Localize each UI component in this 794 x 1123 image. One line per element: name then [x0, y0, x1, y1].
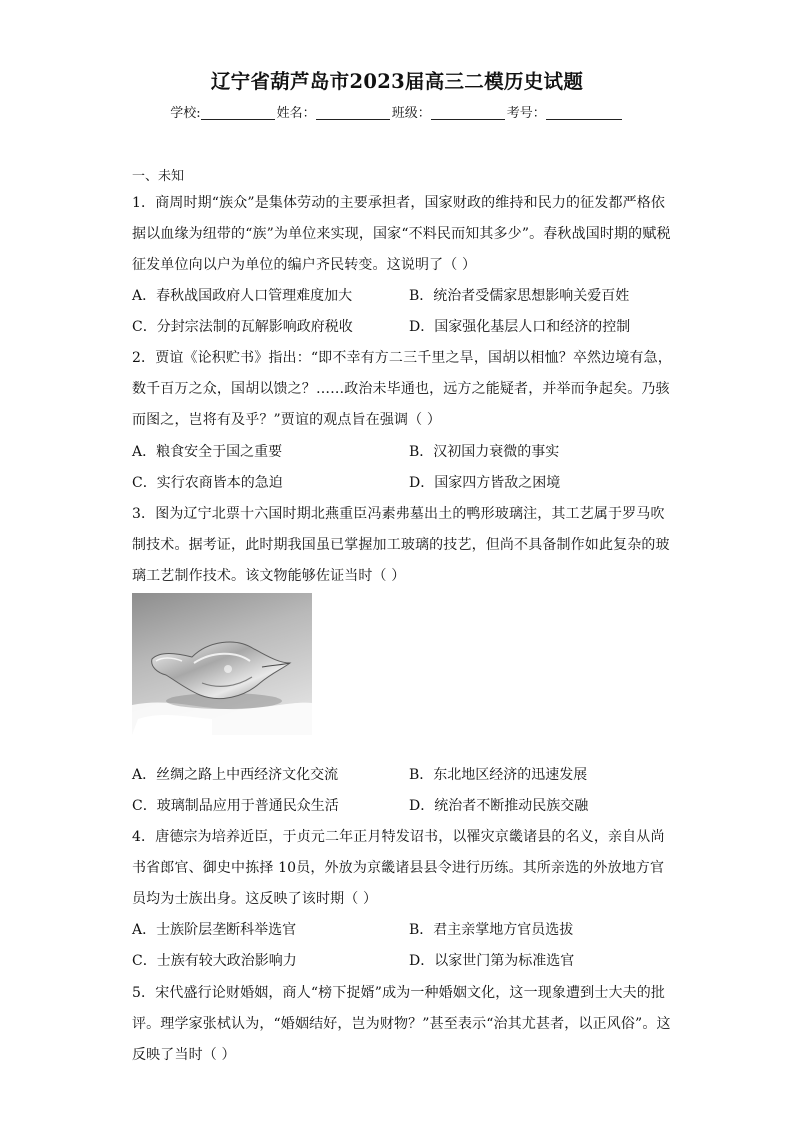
- question-4-option-b: B．君主亲掌地方官员选拔: [409, 922, 574, 938]
- question-3-line-1: 3．图为辽宁北票十六国时期北燕重臣冯素弗墓出土的鸭形玻璃注，其工艺属于罗马吹: [132, 506, 665, 522]
- question-4-option-d: D．以家世门第为标准选官: [409, 953, 575, 969]
- exam-number-blank[interactable]: [546, 105, 622, 120]
- exam-number-label: 考号：: [506, 106, 546, 121]
- question-3-option-c: C．玻璃制品应用于普通民众生活: [132, 798, 339, 814]
- question-2-line-1: 2．贾谊《论积贮书》指出：“即不幸有方二三千里之旱，国胡以相恤？卒然边境有急，: [132, 350, 672, 366]
- class-label: 班级：: [391, 106, 431, 121]
- question-2-option-b: B．汉初国力衰微的事实: [409, 444, 560, 460]
- class-blank[interactable]: [431, 105, 505, 120]
- glass-vessel-illustration: [132, 593, 312, 735]
- question-4-line-1: 4．唐德宗为培养近臣，于贞元二年正月特发诏书，以罹灾京畿诸县的名义，亲自从尚: [132, 829, 665, 845]
- school-label: 学校:: [170, 106, 201, 121]
- question-5-line-2: 评。理学家张栻认为，“婚姻结好，岂为财物？”甚至表示“治其尤甚者，以正风俗”。这: [132, 1016, 671, 1032]
- question-2-option-a: A．粮食安全于国之重要: [132, 444, 283, 460]
- question-3-option-d: D．统治者不断推动民族交融: [409, 798, 589, 814]
- question-4-line-3: 员均为士族出身。这反映了该时期（ ）: [132, 891, 378, 907]
- question-3-option-a: A．丝绸之路上中西经济文化交流: [132, 767, 339, 783]
- name-label: 姓名：: [276, 106, 316, 121]
- student-info-line: [0, 102, 794, 121]
- question-3-line-2: 制技术。据考证，此时期我国虽已掌握加工玻璃的技艺，但尚不具备制作如此复杂的玻: [132, 537, 670, 553]
- question-1-option-d: D．国家强化基层人口和经济的控制: [409, 319, 631, 335]
- question-1-line-2: 据以血缘为纽带的“族”为单位来实现，国家“不料民而知其多少”。春秋战国时期的赋税: [132, 226, 671, 242]
- question-1-line-1: 1．商周时期“族众”是集体劳动的主要承担者，国家财政的维持和民力的征发都严格依: [132, 195, 666, 211]
- question-1-option-c: C．分封宗法制的瓦解影响政府税收: [132, 319, 353, 335]
- page-title: 辽宁省葫芦岛市2023届高三二模历史试题: [210, 70, 584, 93]
- question-2-option-c: C．实行农商皆本的急迫: [132, 475, 283, 491]
- question-5-line-1: 5．宋代盛行论财婚姻，商人“榜下捉婿”成为一种婚姻文化，这一现象遭到士大夫的批: [132, 985, 666, 1001]
- question-4-line-2: 书省郎官、御史中拣择 10员，外放为京畿诸县县令进行历练。其所亲选的外放地方官: [132, 860, 665, 876]
- school-blank[interactable]: [201, 105, 275, 120]
- question-1-option-b: B．统治者受儒家思想影响关爱百姓: [409, 288, 630, 304]
- name-blank[interactable]: [316, 105, 390, 120]
- question-3-option-b: B．东北地区经济的迅速发展: [409, 767, 588, 783]
- section-heading: 一、未知: [132, 169, 185, 184]
- question-3-line-3: 璃工艺制作技术。该文物能够佐证当时（ ）: [132, 568, 406, 584]
- question-2-option-d: D．国家四方皆敌之困境: [409, 475, 561, 491]
- glass-duck-vessel-photo-icon: [132, 593, 312, 735]
- question-4-option-c: C．士族有较大政治影响力: [132, 953, 297, 969]
- question-2-line-2: 数千百万之众，国胡以馈之？……政治未毕通也，远方之能疑者，并举而争起矣。乃骇: [132, 381, 670, 397]
- question-2-line-3: 而图之，岂将有及乎？”贾谊的观点旨在强调（ ）: [132, 412, 442, 428]
- question-5-line-3: 反映了当时（ ）: [132, 1047, 236, 1063]
- question-1-option-a: A．春秋战国政府人口管理难度加大: [132, 288, 353, 304]
- question-1-line-3: 征发单位向以户为单位的编户齐民转变。这说明了（ ）: [132, 257, 477, 273]
- question-4-option-a: A．士族阶层垄断科举选官: [132, 922, 297, 938]
